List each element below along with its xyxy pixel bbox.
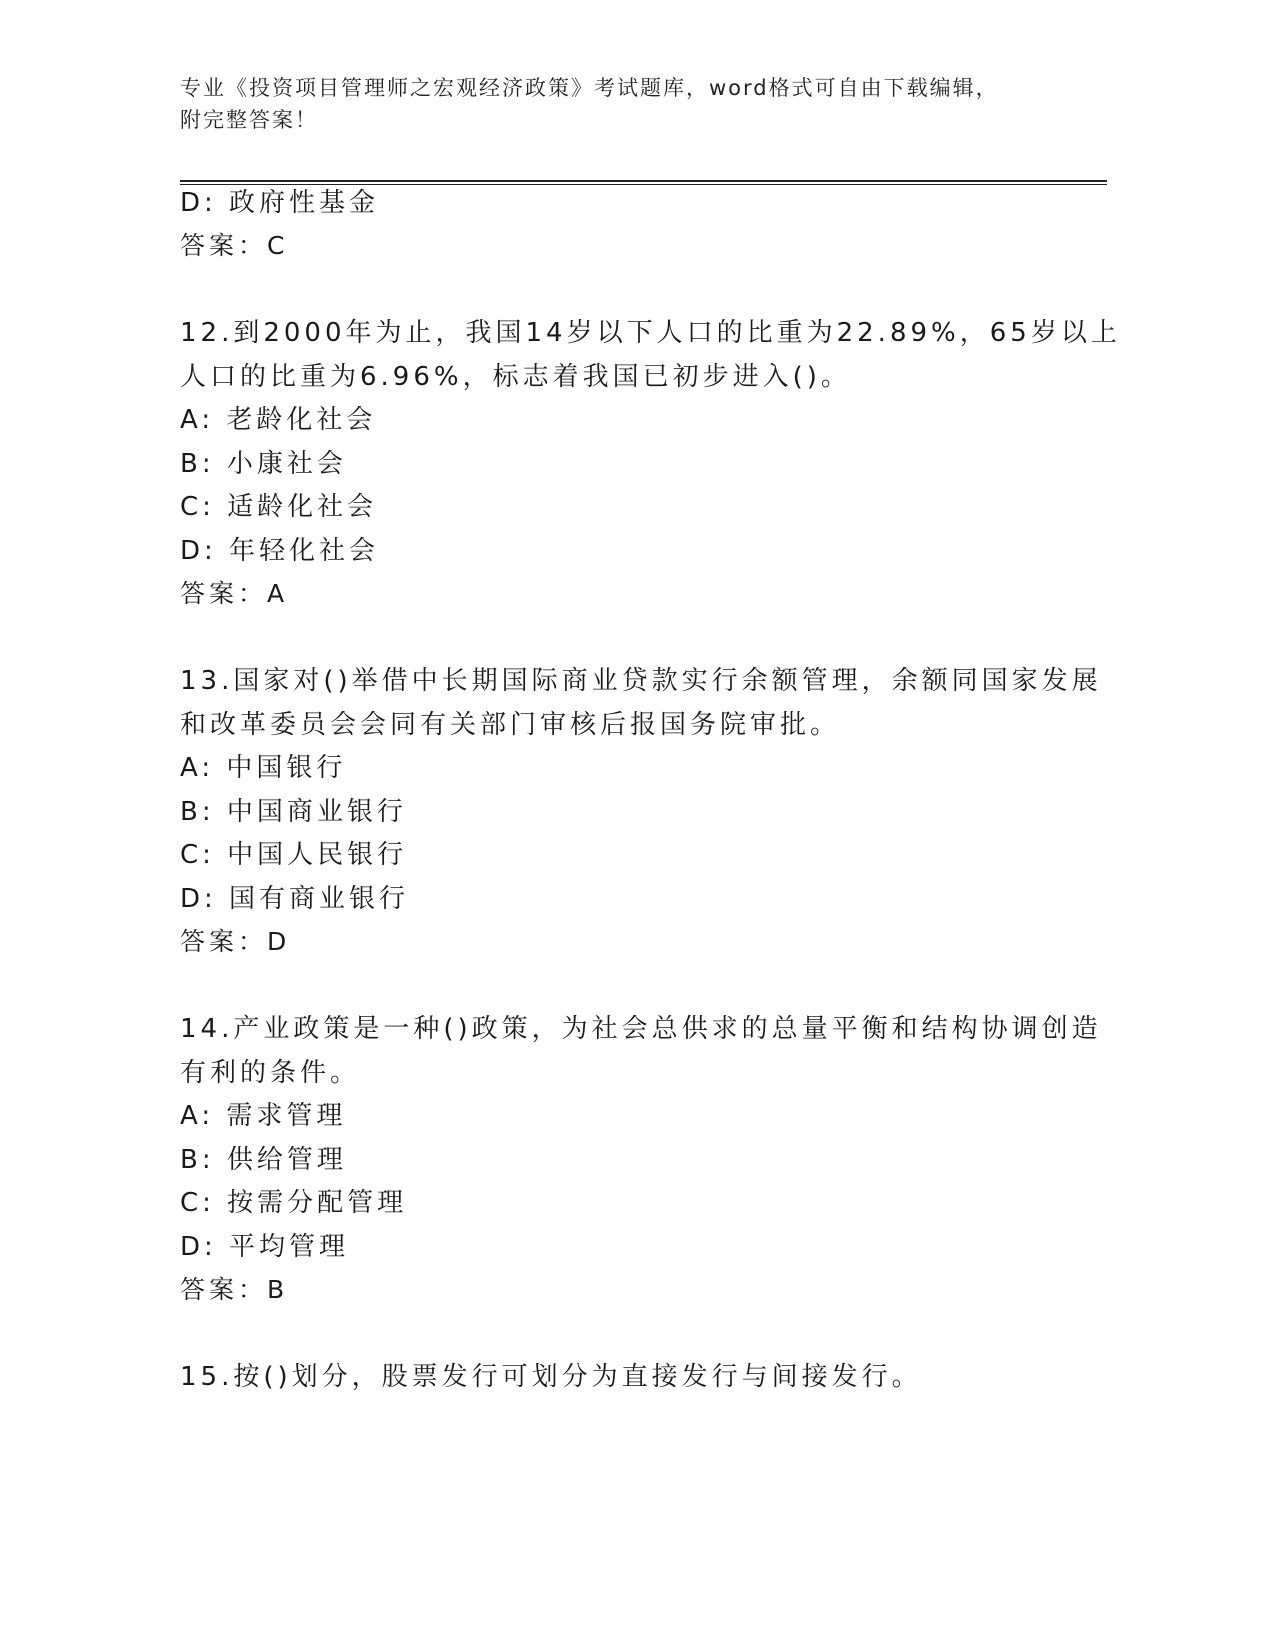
q13-stem-line-1: 13.国家对()举借中长期国际商业贷款实行余额管理，余额同国家发展: [180, 666, 1102, 696]
q13-option-a: A: 中国银行: [180, 753, 347, 783]
q14-option-d: D: 平均管理: [180, 1232, 350, 1262]
prev-option-d: D: 政府性基金: [180, 188, 380, 218]
q12-stem-line-1: 12.到2000年为止，我国14岁以下人口的比重为22.89%，65岁以上: [180, 318, 1121, 348]
q14-answer: 答案：B: [180, 1275, 289, 1304]
q13-answer: 答案：D: [180, 927, 291, 956]
q14-option-a: A: 需求管理: [180, 1101, 347, 1131]
header-line-2: 附完整答案！: [180, 108, 318, 132]
prev-answer: 答案：C: [180, 231, 289, 260]
q14-option-c: C: 按需分配管理: [180, 1188, 408, 1218]
q12-option-a: A: 老龄化社会: [180, 405, 377, 435]
header-line-1: 专业《投资项目管理师之宏观经济政策》考试题库，word格式可自由下载编辑，: [180, 76, 999, 100]
q12-option-c: C: 适龄化社会: [180, 492, 378, 522]
document-header: [180, 72, 1060, 136]
q14-stem-line-1: 14.产业政策是一种()政策，为社会总供求的总量平衡和结构协调创造: [180, 1014, 1102, 1044]
q12-option-b: B: 小康社会: [180, 449, 347, 479]
q12-stem-line-2: 人口的比重为6.96%，标志着我国已初步进入()。: [180, 362, 851, 392]
q15-stem-line-1: 15.按()划分，股票发行可划分为直接发行与间接发行。: [180, 1362, 922, 1392]
q13-stem-line-2: 和改革委员会会同有关部门审核后报国务院审批。: [180, 710, 841, 740]
q14-stem-line-2: 有利的条件。: [180, 1058, 361, 1088]
header-divider: [180, 180, 1107, 185]
q12-answer: 答案：A: [180, 579, 289, 608]
q12-option-d: D: 年轻化社会: [180, 536, 380, 566]
q13-option-c: C: 中国人民银行: [180, 840, 408, 870]
q13-option-d: D: 国有商业银行: [180, 884, 410, 914]
q14-option-b: B: 供给管理: [180, 1145, 347, 1175]
q13-option-b: B: 中国商业银行: [180, 797, 407, 827]
